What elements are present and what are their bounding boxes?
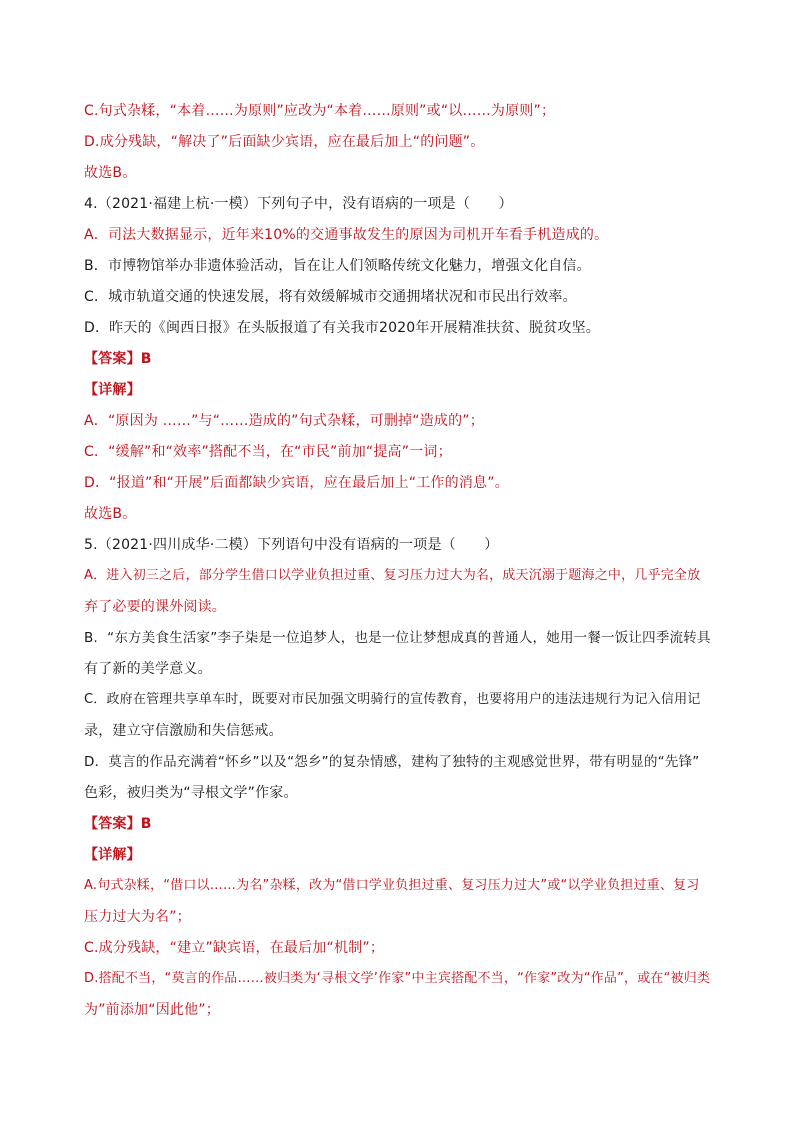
question-5-option-a: A．进入初三之后，部分学生借口以学业负担过重、复习压力过大为名，成天沉溺于题海之中，几乎完全放 — [84, 568, 701, 583]
text-line: A．“原因为 ……”与“……造成的”句式杂糅，可删掉“造成的”； — [84, 413, 484, 429]
text-line: C.成分残缺，“建立”缺宾语，在最后加“机制”； — [84, 940, 385, 956]
text-line: D.搭配不当，“莫言的作品……被归类为‘寻根文学’作家”中主宾搭配不当，“作家”改为“作品”，或在“被归类 — [84, 971, 711, 986]
text-line: A.句式杂糅，“借口以……为名”杂糅，改为“借口学业负担过重、复习压力过大”或“以学业负担过重、复习 — [84, 878, 700, 893]
text-line: 故选B。 — [84, 506, 137, 522]
question-4-stem: 4.（2021·福建上杭·一模）下列句子中，没有语病的一项是（ ） — [84, 196, 513, 212]
text-line: C.句式杂糅，“本着……为原则”应改为“本着……原则”或“以……为原则”； — [84, 103, 556, 119]
question-4-option-a: A．司法大数据显示，近年来10%的交通事故发生的原因为司机开车看手机造成的。 — [84, 227, 609, 243]
question-5-option-c-cont: 录，建立守信激励和失信惩戒。 — [84, 723, 283, 739]
answer-label: 【答案】B — [84, 816, 152, 832]
text-line: 故选B。 — [84, 165, 137, 181]
explanation-label: 【详解】 — [84, 847, 141, 863]
question-5-stem: 5.（2021·四川成华·二模）下列语句中没有语病的一项是（ ） — [84, 537, 499, 553]
question-4-option-c: C．城市轨道交通的快速发展，将有效缓解城市交通拥堵状况和市民出行效率。 — [84, 289, 577, 305]
question-5-option-c: C．政府在管理共享单车时，既要对市民加强文明骑行的宣传教育，也要将用户的违法违规行为记入信用记 — [84, 692, 701, 707]
text-line: D.成分残缺，“解决了”后面缺少宾语，应在最后加上“的问题”。 — [84, 134, 485, 150]
text-line: 为”前添加“因此他”； — [84, 1002, 220, 1018]
question-5-option-d-cont: 色彩，被归类为“寻根文学”作家。 — [84, 785, 298, 801]
question-5-option-b: B．“东方美食生活家”李子柒是一位追梦人，也是一位让梦想成真的普通人，她用一餐一饭让四季流转具 — [84, 630, 711, 646]
question-4-option-d: D．昨天的《闽西日报》在头版报道了有关我市2020年开展精准扶贫、脱贫攻坚。 — [84, 320, 601, 336]
text-line: D．“报道”和“开展”后面都缺少宾语，应在最后加上“工作的消息”。 — [84, 475, 509, 491]
question-4-option-b: B．市博物馆举办非遗体验活动，旨在让人们领略传统文化魅力，增强文化自信。 — [84, 258, 591, 274]
text-line: C．“缓解”和“效率”搭配不当，在“市民”前加“提高”一词； — [84, 444, 452, 460]
question-5-option-d: D．莫言的作品充满着“怀乡”以及“怨乡”的复杂情感，建构了独特的主观感觉世界，带有明显的“先锋” — [84, 754, 700, 770]
question-5-option-a-cont: 弃了必要的课外阅读。 — [84, 599, 226, 615]
answer-label: 【答案】B — [84, 351, 152, 367]
question-5-option-b-cont: 有了新的美学意义。 — [84, 661, 212, 677]
text-line: 压力过大为名”； — [84, 909, 191, 925]
explanation-label: 【详解】 — [84, 382, 141, 398]
